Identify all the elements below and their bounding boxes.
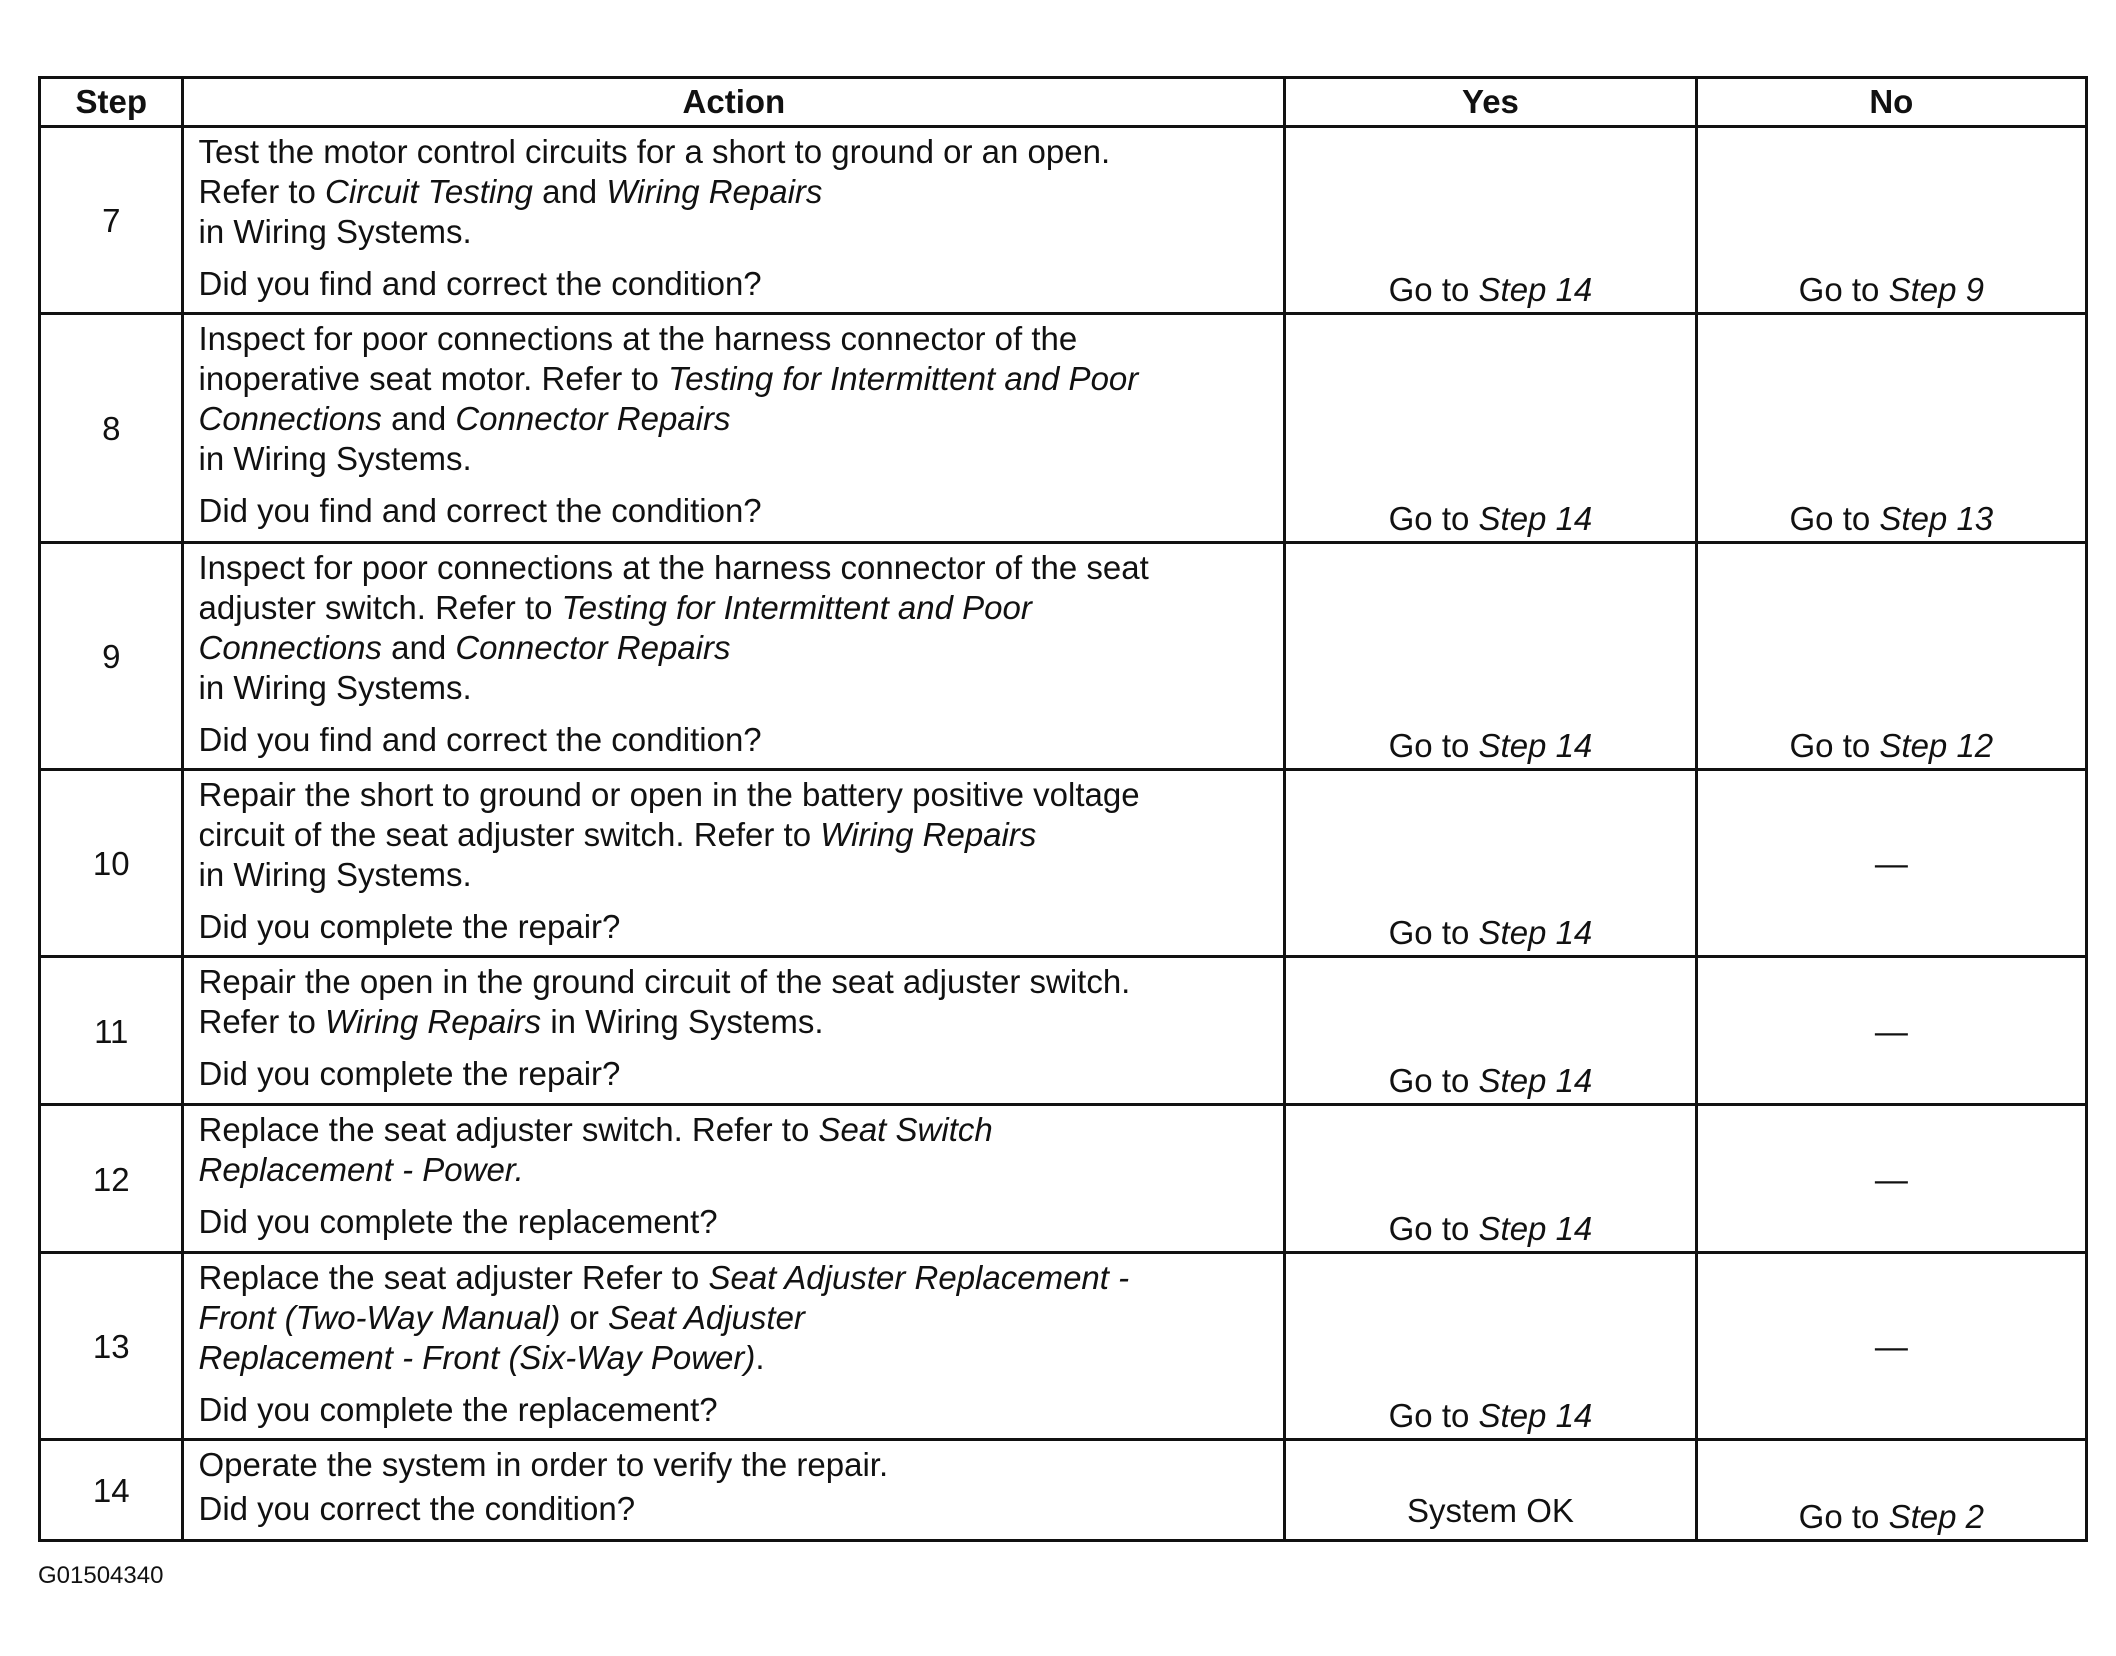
reference-link: Wiring Repairs: [820, 816, 1037, 853]
table-row: [40, 770, 2087, 957]
step-number: 13: [40, 1253, 183, 1440]
diagnostic-table: [38, 76, 2088, 1542]
action-text: Operate the system in order to verify the repair.: [198, 1446, 889, 1483]
table-row: [40, 957, 2087, 1105]
table-row: [40, 543, 2087, 770]
action-cell: [183, 314, 1285, 543]
action-text: .: [755, 1339, 765, 1376]
action-text: and: [391, 629, 447, 666]
go-to-label: Go to: [1388, 271, 1470, 308]
no-cell-dash: —: [1696, 1105, 2086, 1253]
yes-cell: [1285, 957, 1696, 1105]
yes-cell: [1285, 127, 1696, 314]
go-to-label: Go to: [1798, 1498, 1880, 1535]
action-question: Did you correct the condition?: [198, 1490, 636, 1527]
go-to-label: Go to: [1388, 727, 1470, 764]
action-question: Did you complete the replacement?: [198, 1203, 718, 1240]
action-question: Did you complete the replacement?: [198, 1391, 718, 1428]
header-step: Step: [40, 78, 183, 127]
action-text: Repair the short to ground or open in the battery positive voltage: [198, 776, 1140, 813]
action-text: in Wiring Systems.: [198, 856, 472, 893]
figure-id: G01504340: [38, 1562, 164, 1589]
no-cell-dash: —: [1696, 1253, 2086, 1440]
reference-link: Seat Switch: [818, 1111, 993, 1148]
action-question: Did you complete the repair?: [198, 1055, 621, 1092]
action-question: Did you find and correct the condition?: [198, 721, 762, 758]
go-to-label: Go to: [1388, 1062, 1470, 1099]
yes-step-ref: Step 14: [1478, 914, 1593, 951]
action-text: or: [569, 1299, 599, 1336]
yes-cell: [1285, 1253, 1696, 1440]
yes-cell: [1285, 314, 1696, 543]
go-to-label: Go to: [1388, 914, 1470, 951]
action-text: Inspect for poor connections at the harness connector of the seat: [198, 549, 1149, 586]
action-text: Refer to: [198, 1003, 316, 1040]
yes-step-ref: Step 14: [1478, 727, 1593, 764]
go-to-label: Go to: [1388, 500, 1470, 537]
table-header-row: [40, 78, 2087, 127]
reference-link: Circuit Testing: [325, 173, 533, 210]
header-no: No: [1696, 78, 2086, 127]
action-text: Test the motor control circuits for a short to ground or an open.: [198, 133, 1111, 170]
no-step-ref: Step 13: [1879, 500, 1994, 537]
reference-link: Wiring Repairs: [325, 1003, 542, 1040]
yes-step-ref: Step 14: [1478, 500, 1593, 537]
yes-cell: [1285, 1105, 1696, 1253]
step-number: 11: [40, 957, 183, 1105]
action-cell: [183, 1440, 1285, 1541]
action-cell: [183, 770, 1285, 957]
action-text: circuit of the seat adjuster switch. Refer to: [198, 816, 812, 853]
reference-link: Seat Adjuster Replacement -: [708, 1259, 1130, 1296]
action-text: adjuster switch. Refer to: [198, 589, 553, 626]
action-question: Did you find and correct the condition?: [198, 265, 762, 302]
step-number: 12: [40, 1105, 183, 1253]
no-cell: [1696, 1440, 2086, 1541]
action-text: and: [391, 400, 447, 437]
table-row: [40, 127, 2087, 314]
action-text: in Wiring Systems.: [550, 1003, 824, 1040]
action-question: Did you complete the repair?: [198, 908, 621, 945]
reference-link: Connector Repairs: [455, 400, 731, 437]
reference-link: Replacement - Power.: [198, 1151, 524, 1188]
reference-link: Seat Adjuster: [608, 1299, 805, 1336]
action-text: Refer to: [198, 173, 316, 210]
step-number: 8: [40, 314, 183, 543]
no-cell: [1696, 127, 2086, 314]
go-to-label: Go to: [1388, 1397, 1470, 1434]
yes-step-ref: Step 14: [1478, 271, 1593, 308]
table-row: [40, 1253, 2087, 1440]
no-cell: [1696, 543, 2086, 770]
action-question: Did you find and correct the condition?: [198, 492, 762, 529]
action-text: Repair the open in the ground circuit of the seat adjuster switch.: [198, 963, 1131, 1000]
step-number: 10: [40, 770, 183, 957]
table-row: [40, 314, 2087, 543]
step-number: 9: [40, 543, 183, 770]
action-text: Inspect for poor connections at the harness connector of the: [198, 320, 1078, 357]
action-cell: [183, 1105, 1285, 1253]
header-yes: Yes: [1285, 78, 1696, 127]
reference-link: Testing for Intermittent and Poor: [561, 589, 1032, 626]
action-text: Replace the seat adjuster Refer to: [198, 1259, 700, 1296]
yes-step-ref: Step 14: [1478, 1062, 1593, 1099]
yes-cell: [1285, 770, 1696, 957]
action-cell: [183, 543, 1285, 770]
action-text: and: [542, 173, 598, 210]
go-to-label: Go to: [1789, 500, 1871, 537]
reference-link: Wiring Repairs: [606, 173, 823, 210]
action-text: Replace the seat adjuster switch. Refer to: [198, 1111, 810, 1148]
action-text: inoperative seat motor. Refer to: [198, 360, 659, 397]
go-to-label: Go to: [1388, 1210, 1470, 1247]
reference-link: Connections: [198, 400, 382, 437]
action-text: in Wiring Systems.: [198, 669, 472, 706]
yes-cell: System OK: [1285, 1440, 1696, 1541]
no-step-ref: Step 2: [1888, 1498, 1984, 1535]
table-row: [40, 1440, 2087, 1541]
header-action: Action: [183, 78, 1285, 127]
no-step-ref: Step 12: [1879, 727, 1994, 764]
yes-cell: [1285, 543, 1696, 770]
action-cell: [183, 957, 1285, 1105]
no-cell-dash: —: [1696, 957, 2086, 1105]
reference-link: Front (Two-Way Manual): [198, 1299, 561, 1336]
reference-link: Replacement - Front (Six-Way Power): [198, 1339, 756, 1376]
action-cell: [183, 127, 1285, 314]
no-cell: [1696, 314, 2086, 543]
action-text: in Wiring Systems.: [198, 440, 472, 477]
step-number: 14: [40, 1440, 183, 1541]
action-text: in Wiring Systems.: [198, 213, 472, 250]
go-to-label: Go to: [1789, 727, 1871, 764]
step-number: 7: [40, 127, 183, 314]
action-cell: [183, 1253, 1285, 1440]
no-cell-dash: —: [1696, 770, 2086, 957]
yes-step-ref: Step 14: [1478, 1397, 1593, 1434]
no-step-ref: Step 9: [1888, 271, 1984, 308]
reference-link: Connections: [198, 629, 382, 666]
reference-link: Connector Repairs: [455, 629, 731, 666]
table-row: [40, 1105, 2087, 1253]
go-to-label: Go to: [1798, 271, 1880, 308]
yes-step-ref: Step 14: [1478, 1210, 1593, 1247]
reference-link: Testing for Intermittent and Poor: [668, 360, 1139, 397]
